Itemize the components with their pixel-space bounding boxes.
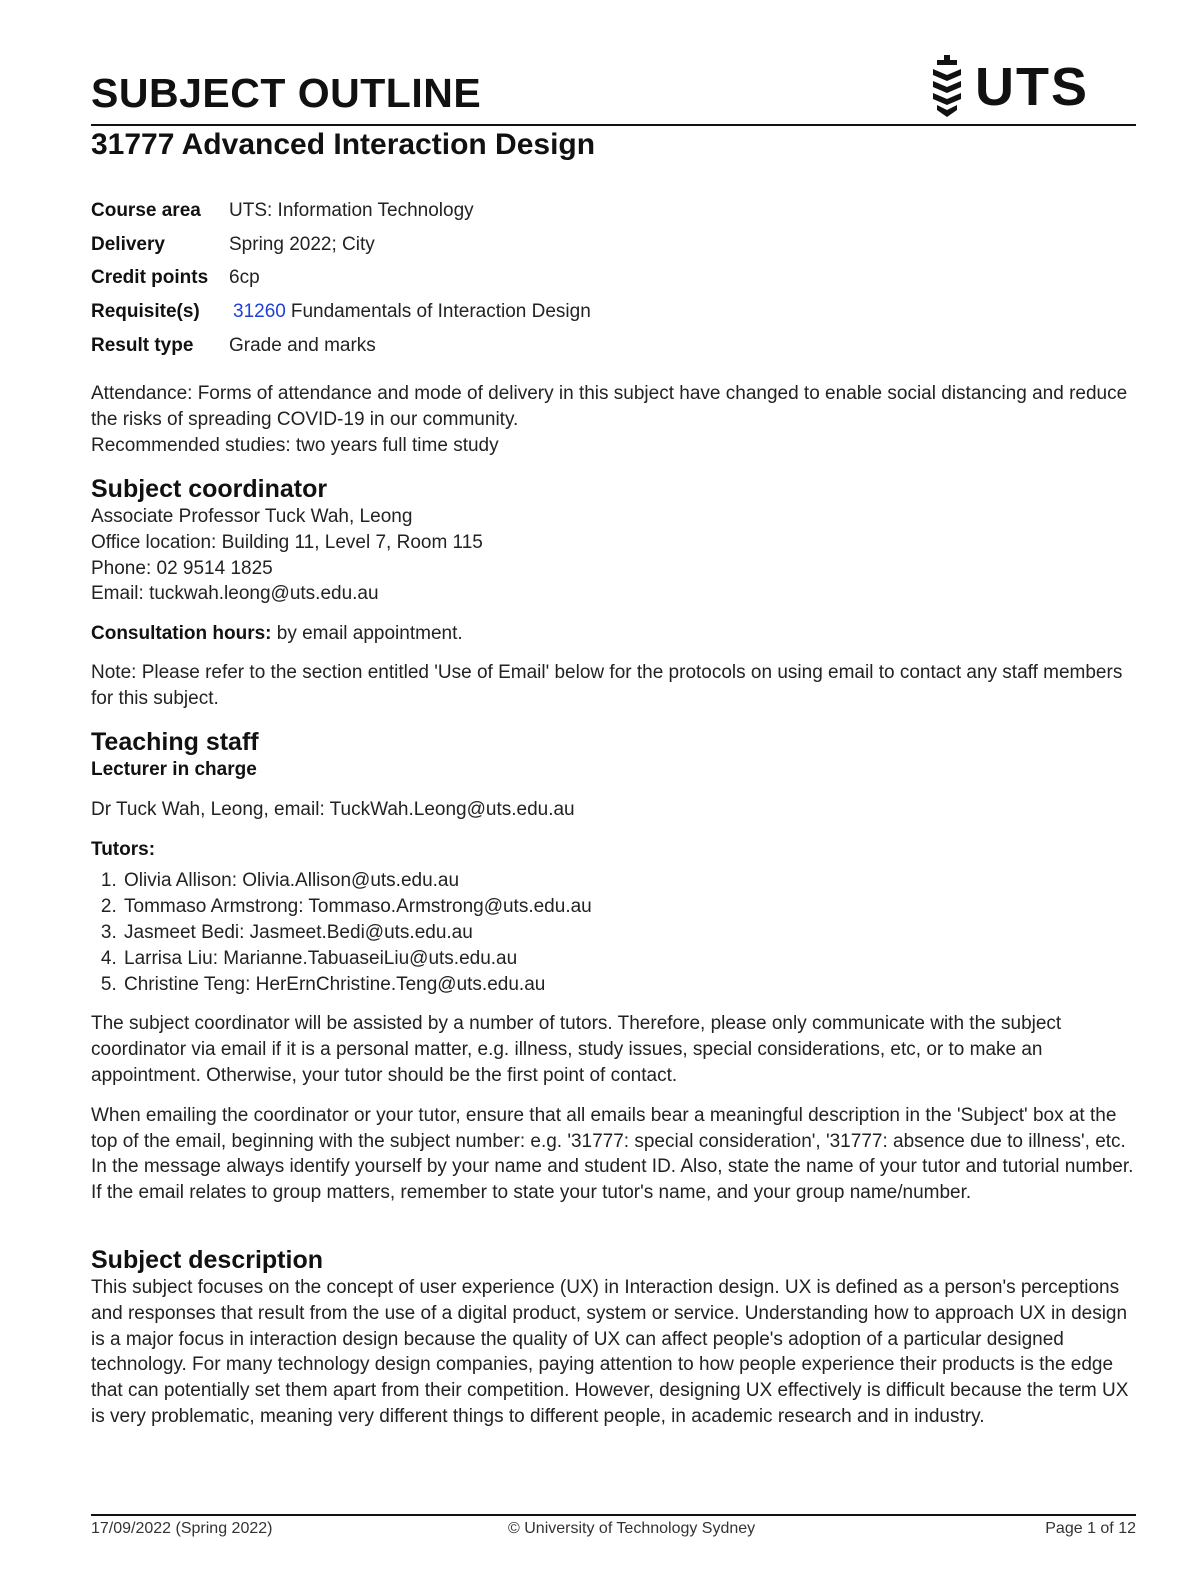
recommended-studies: Recommended studies: two years full time study	[91, 434, 499, 456]
coordinator-heading: Subject coordinator	[91, 475, 328, 503]
header-rule	[91, 124, 1136, 126]
info-label: Requisite(s)	[91, 300, 200, 322]
logo-wordmark: UTS	[975, 57, 1089, 117]
coordinator-name: Associate Professor Tuck Wah, Leong	[91, 506, 413, 527]
consultation-hours	[91, 621, 1136, 647]
list-item: 5. Christine Teng: HerErnChristine.Teng@uts.edu.au	[122, 972, 1136, 998]
info-row-result-type	[91, 329, 591, 363]
requisite-link[interactable]: 31260	[233, 300, 286, 322]
list-item: 1. Olivia Allison: Olivia.Allison@uts.edu.au	[122, 868, 1136, 894]
info-row-course-area	[91, 194, 591, 228]
lecturer-heading: Lecturer in charge	[91, 759, 257, 780]
teaching-staff-heading: Teaching staff	[91, 728, 259, 756]
subject-description-text: This subject focuses on the concept of user experience (UX) in Interaction design. UX is defined as a person's perceptions and responses that result from the use of a digital product, system or service. Understanding how to approach UX in design is a major focus in interaction design because the quality of UX can affect people's adoption of a particular designed technology. For many technology design companies, paying attention to how people experience their products is the edge that can potentially set them apart from their competition. However, designing UX effectively is difficult because the term UX is very problematic, meaning very different things to different people, in academic research and in industry.	[91, 1277, 1129, 1427]
info-value: 6cp	[229, 267, 260, 289]
teaching-staff-section	[91, 727, 1136, 1206]
info-row-requisites	[91, 295, 591, 329]
coordinator-office: Office location: Building 11, Level 7, Room 115	[91, 531, 483, 553]
info-row-delivery	[91, 228, 591, 262]
list-item: 3. Jasmeet Bedi: Jasmeet.Bedi@uts.edu.au	[122, 920, 1136, 946]
requisite-name: Fundamentals of Interaction Design	[290, 300, 591, 322]
coordinator-phone: Phone: 02 9514 1825	[91, 557, 273, 579]
consultation-label: Consultation hours:	[91, 623, 272, 645]
uts-logo	[925, 52, 1100, 122]
info-label: Course area	[91, 199, 201, 221]
info-value: Grade and marks	[229, 334, 376, 356]
email-note: Note: Please refer to the section entitled 'Use of Email' below for the protocols on using email to contact any staff members for this subject.	[91, 661, 1123, 709]
list-item: 4. Larrisa Liu: Marianne.TabuaseiLiu@uts.edu.au	[122, 946, 1136, 972]
subject-info-table	[91, 194, 591, 362]
info-label: Credit points	[91, 267, 209, 289]
info-row-credit-points	[91, 261, 591, 295]
subject-title: 31777 Advanced Interaction Design	[91, 128, 596, 161]
attendance-section	[91, 381, 1136, 458]
list-item: 2. Tommaso Armstrong: Tommaso.Armstrong@uts.edu.au	[122, 894, 1136, 920]
info-value: Spring 2022; City	[229, 233, 375, 255]
info-value: UTS: Information Technology	[229, 199, 474, 221]
tutor-contact-paragraph: The subject coordinator will be assisted by a number of tutors. Therefore, please only communicate with the subject coordinator via email if it is a personal matter, e.g. illness, study issues, special considerations, etc, or to make an appointment. Otherwise, your tutor should be the first point of contact.	[91, 1013, 1062, 1086]
footer-page-number: Page 1 of 12	[1045, 1520, 1136, 1537]
lecturer-in-charge: Dr Tuck Wah, Leong, email: TuckWah.Leong@uts.edu.au	[91, 798, 575, 820]
footer-copyright: © University of Technology Sydney	[508, 1520, 756, 1537]
info-label: Result type	[91, 334, 194, 356]
subject-description-heading: Subject description	[91, 1246, 323, 1274]
coordinator-section	[91, 474, 1136, 712]
footer-date: 17/09/2022 (Spring 2022)	[91, 1520, 273, 1537]
tutors-heading: Tutors:	[91, 838, 156, 860]
email-guidance-paragraph: When emailing the coordinator or your tutor, ensure that all emails bear a meaningful description in the 'Subject' box at the top of the email, beginning with the subject number: e.g. '31777: special consideration', '31777: absence due to illness', etc. In the message always identify yourself by your name and student ID. Also, state the name of your tutor and tutorial number. If the email relates to group matters, remember to state your tutor's name, and your group name/number.	[91, 1104, 1134, 1204]
attendance-text: Attendance: Forms of attendance and mode of delivery in this subject have changed to enable social distancing and reduce the risks of spreading COVID-19 in our community.	[91, 383, 1128, 430]
coordinator-email: Email: tuckwah.leong@uts.edu.au	[91, 583, 379, 605]
uts-crest-icon	[925, 55, 969, 119]
subject-description-section	[91, 1245, 1136, 1430]
footer-rule	[91, 1514, 1136, 1516]
consultation-value: by email appointment.	[271, 623, 463, 645]
info-value	[229, 301, 591, 323]
info-label: Delivery	[91, 233, 165, 255]
tutor-list	[91, 868, 1136, 997]
document-title: SUBJECT OUTLINE	[91, 70, 482, 116]
